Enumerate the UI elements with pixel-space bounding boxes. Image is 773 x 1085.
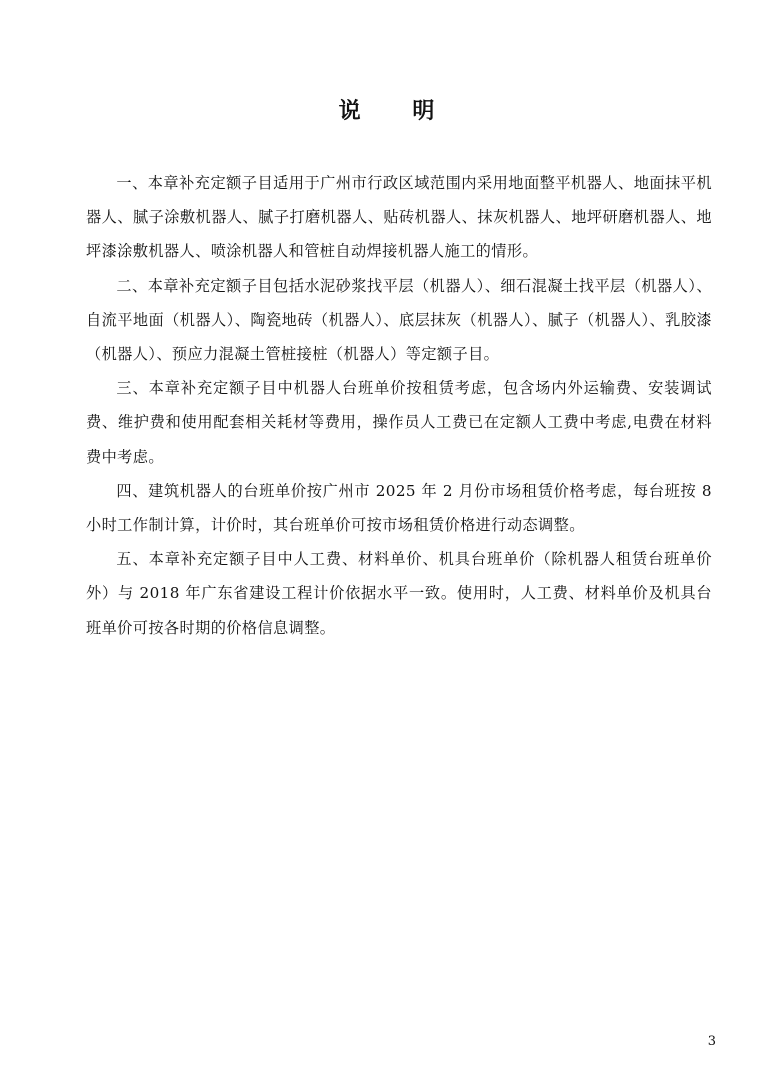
page-title: 说 明 xyxy=(338,98,457,124)
paragraph-2: 二、本章补充定额子目包括水泥砂浆找平层（机器人）、细石混凝土找平层（机器人）、自流平地面（机器人）、陶瓷地砖（机器人）、底层抹灰（机器人）、腻子（机器人）、乳胶漆（机器人）、预应力混凝土管桩接桩（机器人）等定额子目。 xyxy=(86,276,712,364)
paragraph-5: 五、本章补充定额子目中人工费、材料单价、机具台班单价（除机器人租赁台班单价外）与 2018 年广东省建设工程计价依据水平一致。使用时，人工费、材料单价及机具台班单价可按各时期的价格信息调整。 xyxy=(86,550,712,637)
paragraph-3: 三、本章补充定额子目中机器人台班单价按租赁考虑，包含场内外运输费、安装调试费、维护费和使用配套相关耗材等费用，操作员人工费已在定额人工费中考虑,电费在材料费中考虑。 xyxy=(86,379,712,466)
body-text xyxy=(86,166,712,645)
page-number: 3 xyxy=(707,1034,716,1049)
paragraph-1: 一、本章补充定额子目适用于广州市行政区域范围内采用地面整平机器人、地面抹平机器人、腻子涂敷机器人、腻子打磨机器人、贴砖机器人、抹灰机器人、地坪研磨机器人、地坪漆涂敷机器人、喷涂机器人和管桩自动焊接机器人施工的情形。 xyxy=(86,174,712,261)
paragraph-4: 四、建筑机器人的台班单价按广州市 2025 年 2 月份市场租赁价格考虑，每台班按 8 小时工作制计算，计价时，其台班单价可按市场租赁价格进行动态调整。 xyxy=(86,481,712,535)
